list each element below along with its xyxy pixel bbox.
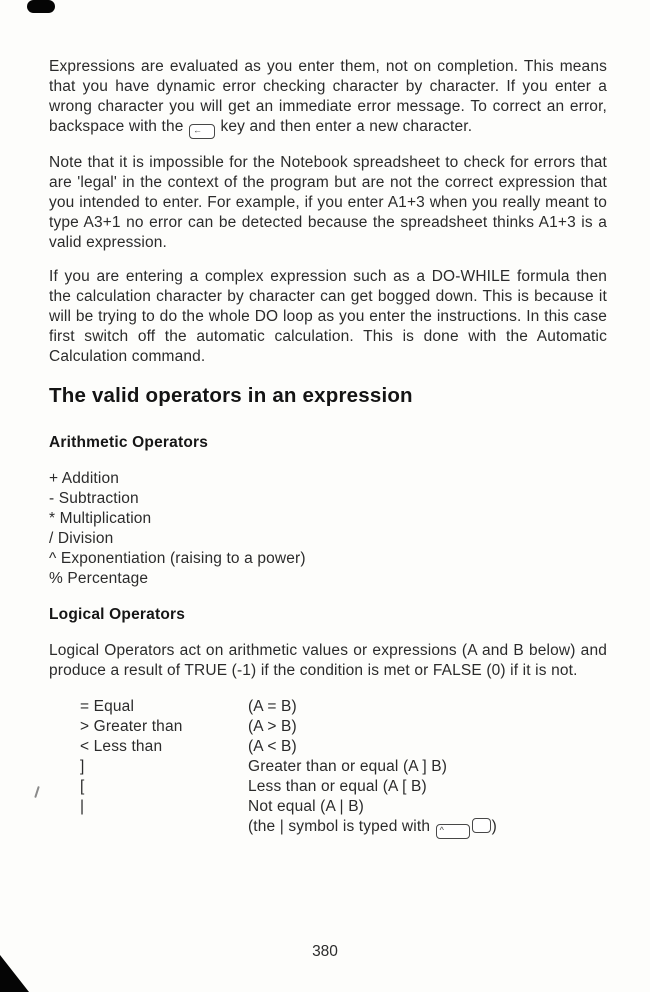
list-item-subtraction: - Subtraction xyxy=(49,490,139,507)
list-item-addition: + Addition xyxy=(49,470,120,487)
table-row-less-than xyxy=(80,737,607,757)
paragraph-complex-expression: If you are entering a complex expression such as a DO-WHILE formula then the calculation character by character can get bogged down. This is because it will be trying to do the whole DO loop as you enter the instructions. In this case first switch off the automatic calculation. This is done with the Automatic Calculation command. xyxy=(49,268,607,365)
list-item-percentage: % Percentage xyxy=(49,570,149,587)
paragraph-note: Note that it is impossible for the Notebook spreadsheet to check for errors that are 'legal' in the context of the program but are not the correct expression that you intended to enter. For example, if you enter A1+3 when you really meant to type A3+1 no error can be detected because the spreadsheet thinks A1+3 is a valid expression. xyxy=(49,154,607,251)
table-row-bar-key-note xyxy=(80,817,607,839)
section-heading-valid-operators: The valid operators in an expression xyxy=(49,384,413,407)
operator-symbol: = Equal xyxy=(80,698,135,715)
logical-operators-table xyxy=(80,697,607,839)
paragraph-logical-intro: Logical Operators act on arithmetic values or expressions (A and B below) and produce a result of TRUE (-1) if the condition is met or FALSE (0) if it is not. xyxy=(49,642,607,679)
operator-example: Greater than or equal (A ] B) xyxy=(248,758,448,775)
shift-key-icon xyxy=(436,824,470,839)
operator-example: (A < B) xyxy=(248,738,297,755)
table-row-greater-or-equal xyxy=(80,757,607,777)
operator-symbol: > Greater than xyxy=(80,718,183,735)
list-item-exponentiation: ^ Exponentiation (raising to a power) xyxy=(49,550,306,567)
operator-symbol-empty xyxy=(80,817,248,839)
arithmetic-operators-list xyxy=(49,469,607,589)
bar-key-note-text: (the | symbol is typed with xyxy=(248,818,431,835)
operator-symbol: [ xyxy=(80,778,85,795)
page-number: 380 xyxy=(312,943,338,960)
table-row-greater-than xyxy=(80,717,607,737)
table-row-equal xyxy=(80,697,607,717)
operator-example: Not equal (A | B) xyxy=(248,798,364,815)
page-content xyxy=(49,57,607,839)
shift-key-glyph: ^ xyxy=(439,825,444,835)
paragraph-expressions-text-after: key and then enter a new character. xyxy=(220,118,473,135)
bar-key-icon xyxy=(472,818,491,833)
operator-symbol: ] xyxy=(80,758,85,775)
paragraph-expressions-text-before: Expressions are evaluated as you enter them, not on completion. This means that you have dynamic error checking character by character. If you enter a wrong character you will get an immediate error message. To correct an error, backspace with the xyxy=(49,58,607,135)
table-row-less-or-equal xyxy=(80,777,607,797)
operator-example: (A > B) xyxy=(248,718,297,735)
operator-example: Less than or equal (A [ B) xyxy=(248,778,427,795)
logical-operators-heading: Logical Operators xyxy=(49,606,186,623)
operator-example: (A = B) xyxy=(248,698,297,715)
operator-symbol: < Less than xyxy=(80,738,163,755)
bar-key-note xyxy=(248,817,607,839)
backspace-key-icon xyxy=(189,124,215,139)
arithmetic-operators-heading: Arithmetic Operators xyxy=(49,434,209,451)
backspace-key-glyph: ← xyxy=(193,125,203,135)
list-item-division: / Division xyxy=(49,530,114,547)
scan-artifact-left-tick xyxy=(34,786,40,798)
bar-key-note-close: ) xyxy=(491,818,497,835)
scan-artifact-top-blob xyxy=(27,0,55,13)
operator-symbol: | xyxy=(80,798,85,815)
paragraph-expressions xyxy=(49,57,607,139)
list-item-multiplication: * Multiplication xyxy=(49,510,152,527)
table-row-not-equal xyxy=(80,797,607,817)
